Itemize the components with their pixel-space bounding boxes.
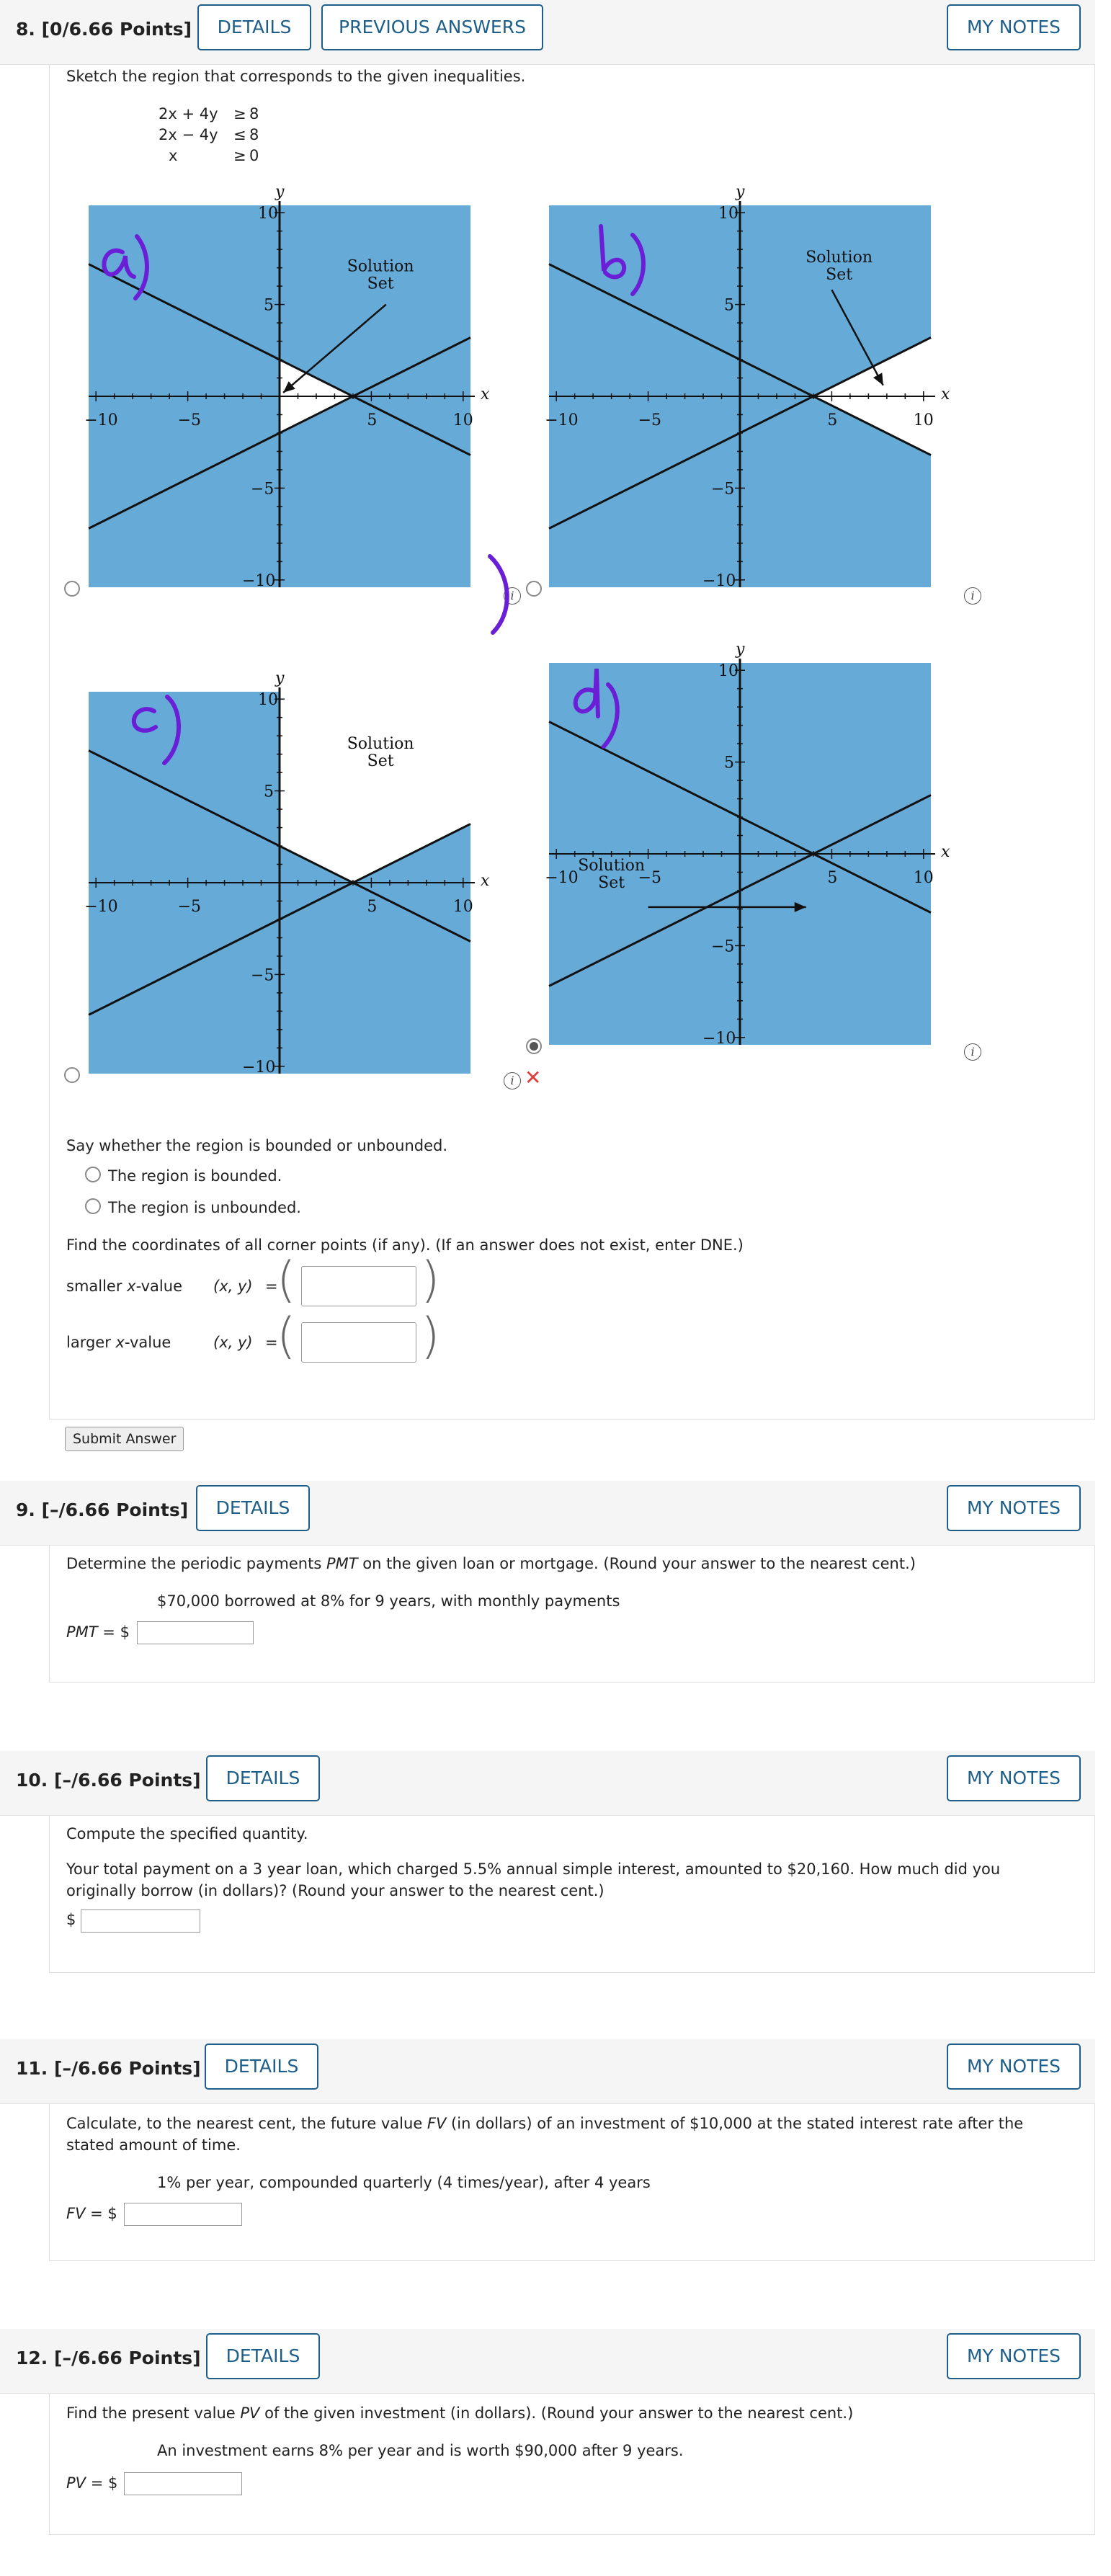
x-tick-label: −5: [638, 411, 662, 429]
smaller-point-input[interactable]: [301, 1266, 416, 1306]
open-paren: (: [277, 1308, 296, 1365]
y-tick-label: 10: [718, 205, 739, 223]
question-prompt: Determine the periodic payments PMT on the given loan or mortgage. (Round your answer to the nearest cent.): [66, 1555, 916, 1572]
x-tick-label: −5: [177, 898, 202, 916]
x-tick-label: −10: [84, 898, 118, 916]
y-tick-label: 5: [724, 296, 734, 315]
solution-set-label: Solution: [347, 257, 414, 276]
solution-set-label: Set: [367, 752, 394, 770]
x-tick-label: −10: [545, 411, 579, 429]
question-8-title: 8. [0/6.66 Points]: [16, 19, 192, 40]
inequality-2-lhs: 2x − 4y: [159, 126, 218, 143]
question-body-line-1: Calculate, to the nearest cent, the future value FV (in dollars) of an investment of $10,000 at the stated interest rate after the: [66, 2115, 1024, 2132]
info-icon[interactable]: i: [964, 587, 981, 605]
my-notes-button[interactable]: MY NOTES: [947, 1755, 1081, 1801]
inequality-3-op: ≥: [233, 147, 246, 164]
y-tick-label: −10: [702, 1029, 736, 1048]
y-tick-label: 5: [724, 754, 734, 772]
x-tick-label: 5: [367, 411, 378, 429]
y-tick-label: −5: [711, 937, 735, 956]
question-10-title: 10. [–/6.66 Points]: [16, 1770, 201, 1791]
question-body-line-2: originally borrow (in dollars)? (Round your answer to the nearest cent.): [66, 1882, 604, 1899]
incorrect-icon: ✕: [525, 1066, 542, 1089]
graph-a-radio[interactable]: [64, 581, 80, 597]
y-tick-label: −5: [251, 480, 275, 499]
my-notes-button[interactable]: MY NOTES: [947, 2333, 1081, 2379]
x-tick-label: −5: [638, 869, 662, 887]
handwritten-label-b: [589, 220, 654, 303]
question-body-line-2: stated amount of time.: [66, 2136, 241, 2154]
previous-answers-button[interactable]: PREVIOUS ANSWERS: [321, 4, 543, 50]
larger-point-input[interactable]: [301, 1322, 416, 1363]
question-8-header: [0, 0, 1095, 65]
graph-d-radio[interactable]: [526, 1038, 542, 1054]
smaller-x-label: smaller x-value: [66, 1278, 182, 1295]
solution-set-label: Solution: [347, 734, 414, 753]
question-10-header: [0, 1751, 1095, 1816]
answer-label: PMT = $: [66, 1623, 130, 1641]
x-tick-label: 10: [913, 411, 934, 429]
x-tick-label: 10: [913, 869, 934, 887]
question-prompt: Find the present value PV of the given investment (in dollars). (Round your answer to the nearest cent.): [66, 2405, 854, 2422]
y-axis-label: y: [275, 669, 285, 687]
bounded-option-label: The region is bounded.: [108, 1167, 282, 1185]
question-detail: $70,000 borrowed at 8% for 9 years, with monthly payments: [157, 1592, 620, 1610]
y-axis-label: y: [736, 641, 745, 659]
x-axis-label: x: [941, 843, 950, 861]
details-button[interactable]: DETAILS: [196, 1485, 310, 1531]
y-axis-label: y: [275, 183, 285, 201]
solution-set-label: Set: [826, 265, 853, 284]
corner-points-prompt: Find the coordinates of all corner points (if any). (If an answer does not exist, enter DNE.): [66, 1236, 744, 1254]
y-tick-label: −10: [702, 571, 736, 590]
inequality-system: [159, 105, 288, 170]
question-prompt: Compute the specified quantity.: [66, 1825, 308, 1842]
larger-x-label: larger x-value: [66, 1334, 171, 1351]
close-paren: ): [421, 1308, 440, 1365]
x-tick-label: −10: [545, 869, 579, 887]
equals-sign: =: [265, 1278, 278, 1295]
info-icon[interactable]: i: [504, 1072, 521, 1089]
info-icon[interactable]: i: [964, 1043, 981, 1061]
answer-label: PV = $: [66, 2474, 118, 2492]
x-tick-label: 10: [452, 411, 473, 429]
xy-label: (x, y): [213, 1278, 253, 1295]
details-button[interactable]: DETAILS: [197, 4, 311, 50]
x-axis-label: x: [481, 872, 490, 890]
inequality-3-lhs: x: [169, 147, 178, 164]
info-icon[interactable]: i: [504, 587, 521, 605]
unbounded-option-label: The region is unbounded.: [108, 1199, 301, 1216]
y-tick-label: 5: [264, 296, 274, 315]
equals-sign: =: [265, 1334, 278, 1351]
submit-answer-button[interactable]: Submit Answer: [65, 1427, 184, 1451]
bounded-prompt: Say whether the region is bounded or unbounded.: [66, 1137, 448, 1154]
y-tick-label: 5: [264, 783, 274, 801]
bounded-radio[interactable]: [85, 1167, 101, 1182]
y-tick-label: −5: [251, 966, 275, 985]
solution-set-label: Set: [598, 873, 625, 892]
y-tick-label: 10: [258, 205, 278, 223]
y-tick-label: −10: [242, 571, 276, 590]
my-notes-button[interactable]: MY NOTES: [947, 2044, 1081, 2090]
x-tick-label: 5: [827, 869, 838, 887]
answer-label: FV = $: [66, 2205, 117, 2222]
question-11-title: 11. [–/6.66 Points]: [16, 2058, 201, 2079]
y-tick-label: 10: [258, 691, 278, 710]
open-paren: (: [277, 1252, 296, 1309]
x-tick-label: −10: [84, 411, 118, 429]
x-axis-label: x: [941, 385, 950, 404]
question-9-title: 9. [–/6.66 Points]: [16, 1499, 189, 1520]
y-tick-label: 10: [718, 662, 739, 681]
inequality-2-op: ≤: [233, 126, 246, 143]
inequality-2-rhs: 8: [249, 126, 259, 143]
handwritten-stray-mark: [483, 548, 519, 645]
my-notes-button[interactable]: MY NOTES: [947, 4, 1081, 50]
question-12-title: 12. [–/6.66 Points]: [16, 2348, 201, 2368]
graph-c-radio[interactable]: [64, 1067, 80, 1083]
question-detail: An investment earns 8% per year and is worth $90,000 after 9 years.: [157, 2442, 684, 2459]
fv-input[interactable]: [124, 2203, 242, 2226]
details-button[interactable]: DETAILS: [205, 2044, 318, 2090]
question-11-header: [0, 2039, 1095, 2104]
answer-label: $: [66, 1911, 76, 1928]
x-axis-label: x: [481, 385, 490, 404]
solution-set-label: Set: [367, 275, 394, 293]
inequality-3-rhs: 0: [249, 147, 259, 164]
graph-b-radio[interactable]: [526, 581, 542, 597]
inequality-1-rhs: 8: [249, 105, 259, 122]
solution-set-label: Solution: [578, 856, 646, 875]
my-notes-button[interactable]: MY NOTES: [947, 1485, 1081, 1531]
solution-set-label: Solution: [806, 248, 873, 267]
x-tick-label: 10: [452, 898, 473, 916]
question-body-line-1: Your total payment on a 3 year loan, which charged 5.5% annual simple interest, amounted to $20,160. How much did you: [66, 1860, 1001, 1878]
inequality-1-lhs: 2x + 4y: [159, 105, 218, 122]
question-9-header: [0, 1481, 1095, 1546]
y-tick-label: −5: [711, 480, 735, 499]
y-tick-label: −10: [242, 1058, 276, 1077]
x-tick-label: 5: [367, 898, 378, 916]
unbounded-radio[interactable]: [85, 1198, 101, 1214]
question-12-header: [0, 2329, 1095, 2394]
y-axis-label: y: [736, 183, 745, 201]
details-button[interactable]: DETAILS: [206, 2333, 320, 2379]
question-detail: 1% per year, compounded quarterly (4 times/year), after 4 years: [157, 2174, 651, 2191]
xy-label: (x, y): [213, 1334, 253, 1351]
handwritten-label-c: [122, 688, 195, 771]
close-paren: ): [421, 1252, 440, 1309]
question-prompt: Sketch the region that corresponds to the given inequalities.: [66, 68, 526, 85]
details-button[interactable]: DETAILS: [206, 1755, 320, 1801]
x-tick-label: −5: [177, 411, 202, 429]
pmt-input[interactable]: [137, 1621, 254, 1644]
handwritten-label-d: [563, 663, 635, 760]
borrowed-amount-input[interactable]: [81, 1909, 200, 1933]
handwritten-label-a: [94, 223, 159, 306]
x-tick-label: 5: [827, 411, 838, 429]
pv-input[interactable]: [124, 2472, 242, 2495]
inequality-1-op: ≥: [233, 105, 246, 122]
